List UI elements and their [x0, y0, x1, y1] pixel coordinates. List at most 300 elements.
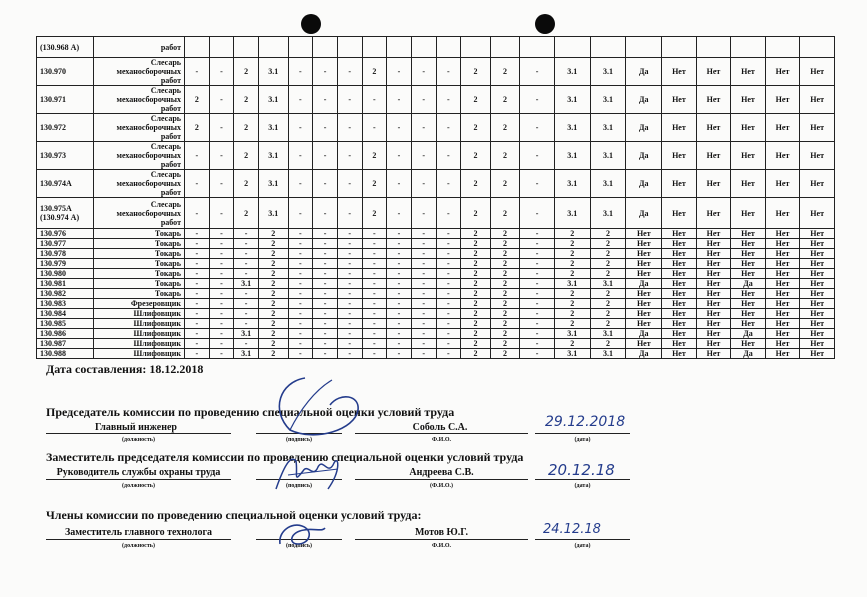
table-cell: 2: [490, 349, 520, 359]
table-cell: Нет: [696, 86, 731, 114]
table-cell: -: [209, 239, 234, 249]
workplace-code: 130.976: [37, 229, 94, 239]
table-cell: Нет: [696, 58, 731, 86]
table-cell: -: [387, 259, 412, 269]
table-cell: Нет: [662, 259, 697, 269]
workplace-code: 130.975А (130.974 А): [37, 198, 94, 229]
table-cell: 3.1: [554, 58, 590, 86]
table-cell: -: [436, 329, 461, 339]
table-cell: -: [234, 259, 259, 269]
table-cell: 2: [490, 299, 520, 309]
table-cell: Нет: [765, 289, 800, 299]
table-cell: Нет: [731, 170, 766, 198]
table-cell: 2: [461, 319, 491, 329]
table-row: [37, 198, 835, 229]
table-cell: -: [288, 114, 313, 142]
table-cell: -: [209, 58, 234, 86]
table-cell: Нет: [662, 239, 697, 249]
table-cell: -: [436, 114, 461, 142]
table-cell: 2: [490, 339, 520, 349]
table-cell: -: [387, 198, 412, 229]
table-cell: -: [337, 142, 362, 170]
table-cell: -: [337, 170, 362, 198]
profession: Токарь: [93, 239, 184, 249]
workplace-code: 130.984: [37, 309, 94, 319]
table-cell: Нет: [731, 249, 766, 259]
table-cell: -: [337, 239, 362, 249]
table-cell: Нет: [626, 229, 662, 239]
caption-position: (должность): [122, 483, 155, 489]
table-cell: [185, 37, 210, 58]
caption-fio: (Ф.И.О.): [430, 483, 453, 489]
table-cell: -: [234, 309, 259, 319]
table-cell: -: [520, 114, 555, 142]
table-cell: Нет: [765, 299, 800, 309]
table-cell: Нет: [662, 289, 697, 299]
table-row: [37, 142, 835, 170]
table-cell: Нет: [731, 58, 766, 86]
table-cell: Нет: [765, 279, 800, 289]
table-cell: 2: [590, 289, 626, 299]
profession: Шлифовщик: [93, 319, 184, 329]
table-cell: -: [313, 58, 338, 86]
table-cell: 2: [258, 339, 288, 349]
table-cell: -: [337, 269, 362, 279]
table-cell: -: [185, 170, 210, 198]
table-cell: Нет: [731, 198, 766, 229]
table-cell: -: [520, 259, 555, 269]
table-cell: -: [288, 58, 313, 86]
table-cell: 2: [234, 198, 259, 229]
table-row: [37, 329, 835, 339]
table-cell: Нет: [731, 142, 766, 170]
table-cell: -: [436, 249, 461, 259]
table-cell: Нет: [800, 349, 835, 359]
table-cell: 2: [461, 279, 491, 289]
table-cell: -: [362, 239, 387, 249]
table-cell: -: [411, 58, 436, 86]
table-cell: [288, 37, 313, 58]
table-cell: Нет: [696, 229, 731, 239]
table-cell: -: [436, 58, 461, 86]
table-cell: -: [209, 170, 234, 198]
table-cell: -: [436, 259, 461, 269]
table-cell: -: [313, 239, 338, 249]
table-cell: -: [411, 309, 436, 319]
table-cell: 2: [258, 289, 288, 299]
table-cell: 2: [258, 269, 288, 279]
table-cell: -: [288, 329, 313, 339]
table-cell: 3.1: [234, 349, 259, 359]
table-cell: Нет: [626, 269, 662, 279]
table-cell: 2: [258, 329, 288, 339]
table-cell: -: [185, 289, 210, 299]
profession: Слесарь механосборочных работ: [93, 198, 184, 229]
table-cell: -: [387, 142, 412, 170]
table-cell: -: [288, 142, 313, 170]
table-cell: 2: [258, 229, 288, 239]
table-cell: -: [185, 279, 210, 289]
table-cell: [490, 37, 520, 58]
table-cell: -: [313, 349, 338, 359]
table-cell: -: [288, 198, 313, 229]
table-cell: -: [337, 299, 362, 309]
table-cell: Нет: [731, 239, 766, 249]
table-cell: 2: [554, 229, 590, 239]
table-cell: 3.1: [590, 349, 626, 359]
table-cell: -: [288, 339, 313, 349]
table-cell: 2: [590, 319, 626, 329]
table-cell: -: [411, 299, 436, 309]
table-cell: -: [520, 299, 555, 309]
binder-hole-right: [535, 14, 555, 34]
table-cell: -: [313, 170, 338, 198]
table-cell: -: [185, 339, 210, 349]
table-cell: Нет: [696, 249, 731, 259]
table-cell: -: [387, 114, 412, 142]
table-cell: [554, 37, 590, 58]
table-row: [37, 37, 835, 58]
table-cell: 2: [258, 319, 288, 329]
table-cell: Нет: [626, 249, 662, 259]
table-cell: -: [520, 58, 555, 86]
table-cell: -: [411, 279, 436, 289]
members-position: Заместитель главного технолога: [64, 527, 213, 538]
table-cell: -: [209, 259, 234, 269]
table-cell: 2: [490, 289, 520, 299]
table-cell: Нет: [765, 309, 800, 319]
table-cell: Нет: [800, 142, 835, 170]
table-cell: 3.1: [554, 142, 590, 170]
table-cell: 2: [554, 309, 590, 319]
workplace-code: 130.977: [37, 239, 94, 249]
table-cell: -: [520, 329, 555, 339]
table-cell: -: [288, 299, 313, 309]
table-cell: -: [288, 349, 313, 359]
table-cell: 2: [234, 58, 259, 86]
table-cell: 2: [490, 114, 520, 142]
table-cell: Нет: [800, 339, 835, 349]
table-cell: 2: [461, 309, 491, 319]
profession: Токарь: [93, 289, 184, 299]
table-cell: Да: [626, 170, 662, 198]
table-cell: -: [520, 319, 555, 329]
table-cell: -: [209, 279, 234, 289]
table-cell: 2: [590, 269, 626, 279]
table-cell: 2: [554, 299, 590, 309]
caption-signature: (подпись): [285, 543, 313, 549]
table-cell: Нет: [765, 259, 800, 269]
workplace-code: 130.982: [37, 289, 94, 299]
table-cell: 2: [258, 279, 288, 289]
table-cell: -: [520, 249, 555, 259]
table-cell: Нет: [765, 349, 800, 359]
table-cell: -: [362, 269, 387, 279]
table-cell: -: [288, 229, 313, 239]
table-cell: Нет: [696, 114, 731, 142]
table-cell: -: [520, 349, 555, 359]
table-cell: Нет: [800, 329, 835, 339]
table-cell: 2: [461, 114, 491, 142]
table-cell: -: [313, 86, 338, 114]
table-cell: Нет: [800, 259, 835, 269]
table-cell: Нет: [662, 319, 697, 329]
table-cell: -: [234, 319, 259, 329]
table-cell: 2: [362, 58, 387, 86]
table-cell: 2: [258, 309, 288, 319]
profession: Шлифовщик: [93, 309, 184, 319]
table-cell: Нет: [765, 170, 800, 198]
table-cell: 2: [554, 269, 590, 279]
members-signature: [270, 516, 330, 552]
table-cell: Да: [626, 279, 662, 289]
table-cell: 2: [461, 142, 491, 170]
table-cell: 3.1: [554, 198, 590, 229]
table-cell: -: [411, 339, 436, 349]
members-name: Мотов Ю.Г.: [414, 527, 469, 538]
table-cell: 3.1: [590, 170, 626, 198]
table-cell: -: [337, 289, 362, 299]
table-cell: Нет: [765, 86, 800, 114]
table-cell: -: [520, 269, 555, 279]
profession: работ: [93, 37, 184, 58]
table-cell: -: [387, 239, 412, 249]
table-cell: -: [411, 259, 436, 269]
table-cell: 2: [258, 259, 288, 269]
table-cell: -: [337, 198, 362, 229]
table-cell: -: [436, 289, 461, 299]
table-cell: [800, 37, 835, 58]
table-cell: Да: [731, 279, 766, 289]
table-cell: 2: [490, 319, 520, 329]
table-cell: -: [387, 349, 412, 359]
workplace-code: 130.970: [37, 58, 94, 86]
table-cell: -: [436, 229, 461, 239]
table-cell: Да: [731, 329, 766, 339]
table-cell: Нет: [696, 339, 731, 349]
table-cell: 2: [234, 142, 259, 170]
table-cell: Да: [626, 142, 662, 170]
table-cell: 2: [490, 279, 520, 289]
table-cell: [436, 37, 461, 58]
table-cell: [258, 37, 288, 58]
table-cell: Нет: [662, 329, 697, 339]
profession: Слесарь механосборочных работ: [93, 58, 184, 86]
table-cell: Нет: [800, 249, 835, 259]
table-cell: -: [313, 329, 338, 339]
table-cell: Нет: [662, 198, 697, 229]
table-cell: -: [411, 319, 436, 329]
compilation-date: Дата составления: 18.12.2018: [46, 362, 204, 376]
table-cell: -: [185, 309, 210, 319]
table-cell: 2: [554, 239, 590, 249]
table-cell: -: [313, 299, 338, 309]
table-cell: -: [520, 239, 555, 249]
profession: Слесарь механосборочных работ: [93, 114, 184, 142]
table-cell: [337, 37, 362, 58]
table-cell: -: [337, 114, 362, 142]
table-cell: -: [337, 349, 362, 359]
table-cell: 3.1: [258, 198, 288, 229]
workplace-code: (130.968 А): [37, 37, 94, 58]
table-cell: 2: [590, 239, 626, 249]
caption-date: (дата): [574, 543, 591, 549]
table-cell: 2: [234, 86, 259, 114]
table-cell: 3.1: [590, 198, 626, 229]
table-cell: -: [362, 299, 387, 309]
table-cell: 3.1: [590, 114, 626, 142]
table-cell: Нет: [662, 114, 697, 142]
table-cell: -: [411, 349, 436, 359]
table-cell: -: [436, 309, 461, 319]
caption-signature: (подпись): [285, 483, 313, 489]
table-cell: -: [387, 269, 412, 279]
vice-position: Руководитель службы охраны труда: [56, 467, 221, 478]
table-cell: -: [234, 339, 259, 349]
table-cell: 2: [234, 170, 259, 198]
table-cell: Нет: [765, 114, 800, 142]
profession: Токарь: [93, 269, 184, 279]
table-cell: 2: [490, 329, 520, 339]
table-cell: [209, 37, 234, 58]
table-cell: Нет: [696, 198, 731, 229]
table-cell: -: [185, 259, 210, 269]
table-cell: -: [209, 269, 234, 279]
table-cell: -: [387, 299, 412, 309]
table-cell: Нет: [800, 299, 835, 309]
table-cell: Нет: [662, 58, 697, 86]
table-cell: -: [520, 279, 555, 289]
table-cell: -: [337, 309, 362, 319]
table-cell: -: [337, 319, 362, 329]
table-cell: [362, 37, 387, 58]
table-cell: -: [209, 198, 234, 229]
table-cell: -: [209, 309, 234, 319]
table-cell: 2: [554, 249, 590, 259]
table-cell: -: [387, 339, 412, 349]
table-cell: -: [185, 329, 210, 339]
table-cell: -: [209, 249, 234, 259]
table-cell: -: [313, 319, 338, 329]
table-cell: 3.1: [590, 86, 626, 114]
profession: Шлифовщик: [93, 329, 184, 339]
table-cell: 3.1: [258, 86, 288, 114]
table-cell: -: [185, 249, 210, 259]
table-cell: [387, 37, 412, 58]
table-cell: Нет: [765, 249, 800, 259]
table-cell: Нет: [696, 289, 731, 299]
table-cell: Нет: [800, 269, 835, 279]
table-cell: 2: [490, 239, 520, 249]
table-row: [37, 249, 835, 259]
table-cell: 3.1: [554, 170, 590, 198]
table-cell: -: [362, 319, 387, 329]
table-cell: -: [209, 229, 234, 239]
table-cell: 2: [362, 170, 387, 198]
table-cell: -: [337, 329, 362, 339]
table-cell: -: [387, 58, 412, 86]
table-cell: -: [185, 269, 210, 279]
table-cell: 2: [490, 229, 520, 239]
table-cell: Нет: [800, 198, 835, 229]
table-cell: -: [288, 319, 313, 329]
table-cell: 2: [461, 289, 491, 299]
workplace-code: 130.987: [37, 339, 94, 349]
table-cell: 3.1: [554, 329, 590, 339]
table-cell: [234, 37, 259, 58]
table-cell: Нет: [696, 299, 731, 309]
table-cell: -: [185, 142, 210, 170]
table-cell: -: [209, 339, 234, 349]
table-cell: -: [209, 319, 234, 329]
table-cell: -: [436, 198, 461, 229]
table-cell: Нет: [662, 86, 697, 114]
caption-position: (должность): [122, 543, 155, 549]
table-cell: 2: [554, 319, 590, 329]
table-cell: -: [362, 289, 387, 299]
table-cell: Нет: [800, 309, 835, 319]
table-cell: -: [520, 170, 555, 198]
caption-date: (дата): [574, 483, 591, 489]
table-cell: -: [387, 319, 412, 329]
table-cell: [461, 37, 491, 58]
table-cell: Нет: [696, 329, 731, 339]
table-cell: 2: [461, 58, 491, 86]
table-row: [37, 339, 835, 349]
table-cell: -: [313, 114, 338, 142]
table-cell: -: [387, 170, 412, 198]
table-cell: Нет: [696, 142, 731, 170]
table-cell: -: [288, 309, 313, 319]
table-cell: -: [362, 114, 387, 142]
table-cell: 2: [461, 329, 491, 339]
table-cell: 2: [461, 349, 491, 359]
table-cell: Нет: [626, 339, 662, 349]
table-cell: -: [288, 86, 313, 114]
table-cell: -: [313, 142, 338, 170]
table-cell: -: [520, 86, 555, 114]
table-cell: -: [387, 279, 412, 289]
table-cell: 2: [258, 239, 288, 249]
table-row: [37, 279, 835, 289]
caption-fio: Ф.И.О.: [432, 437, 451, 443]
table-cell: Да: [626, 198, 662, 229]
table-cell: -: [362, 229, 387, 239]
table-cell: 2: [461, 198, 491, 229]
table-cell: -: [185, 239, 210, 249]
table-cell: 2: [234, 114, 259, 142]
profession: Токарь: [93, 259, 184, 269]
table-cell: -: [520, 339, 555, 349]
table-cell: -: [411, 239, 436, 249]
table-cell: Нет: [696, 170, 731, 198]
table-cell: -: [337, 86, 362, 114]
table-cell: 2: [590, 259, 626, 269]
table-cell: -: [362, 349, 387, 359]
workplace-code: 130.972: [37, 114, 94, 142]
table-cell: -: [362, 86, 387, 114]
table-cell: -: [387, 329, 412, 339]
table-cell: [626, 37, 662, 58]
table-cell: Нет: [662, 249, 697, 259]
table-cell: -: [313, 198, 338, 229]
table-cell: Нет: [765, 319, 800, 329]
vice-heading: Заместитель председателя комиссии по проведению специальной оценки условий труда: [46, 450, 524, 464]
table-cell: -: [436, 339, 461, 349]
table-cell: Да: [626, 349, 662, 359]
table-cell: Нет: [765, 142, 800, 170]
table-cell: Нет: [800, 319, 835, 329]
